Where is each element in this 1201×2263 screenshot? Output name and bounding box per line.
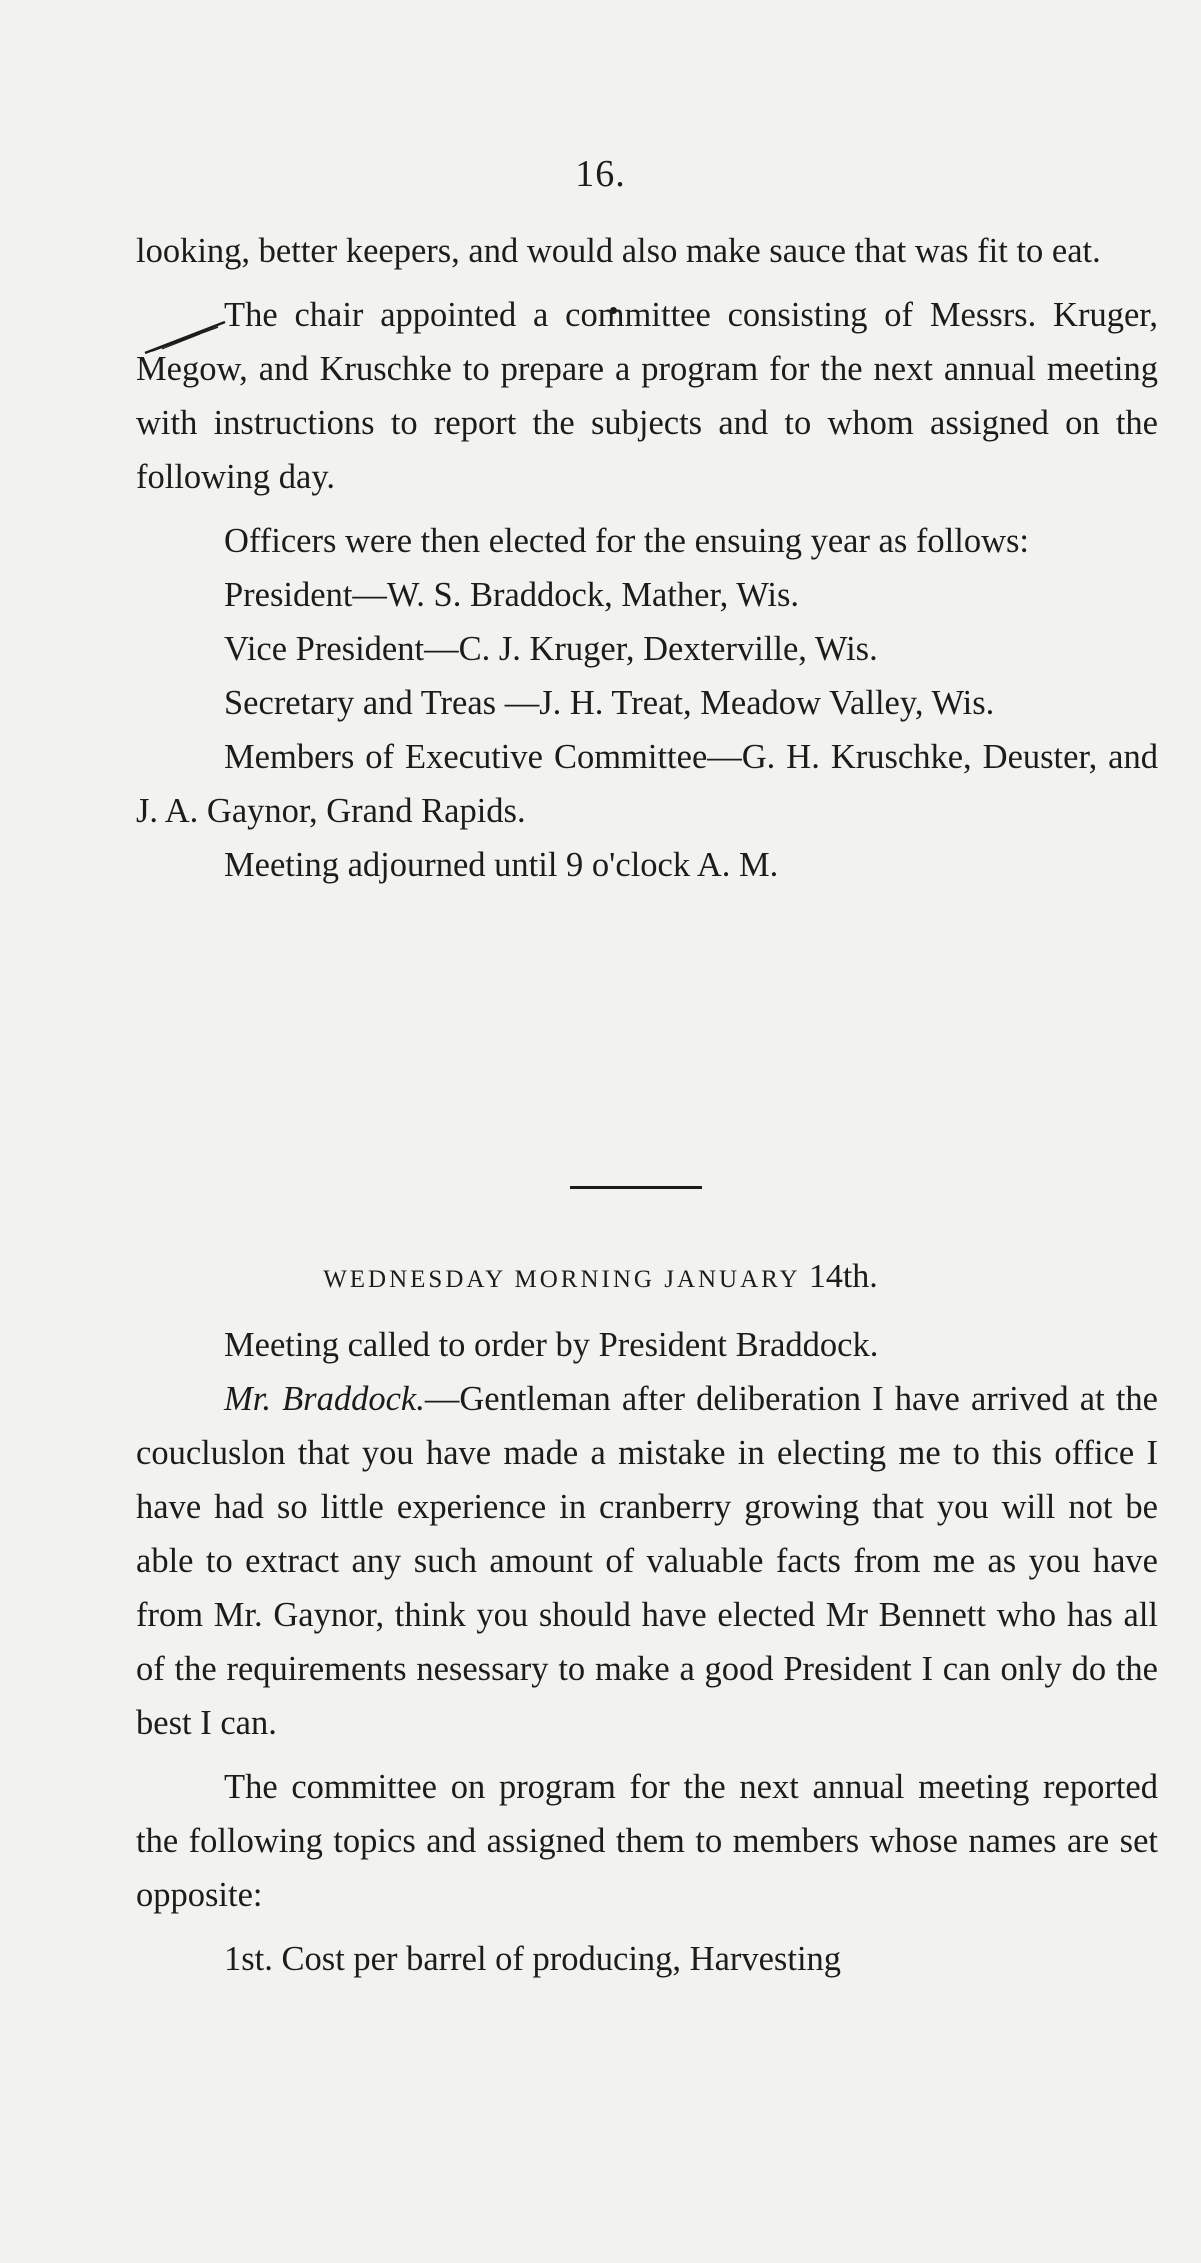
speech-text: —Gentleman after deliberation I have arrived at the coucluslon that you have made a mistake in electing me to this office I have had so little experience in cranberry growing that you will not be able to extract any such amount of valuable facts from me as you have from Mr. Gaynor, think you should have elected Mr Bennett who has all of the requirements nesessary to make a good President I can only do the best I can. [136,1380,1158,1742]
program-report: The committee on program for the next annual meeting reported the following topics and assigned them to members whose names are set opposite: [136,1768,1158,1914]
upper-text [136,224,1158,892]
continuation-paragraph: looking, better keepers, and would also make sauce that was fit to eat. [136,232,1101,270]
section-heading-text: WEDNESDAY MORNING JANUARY [323,1266,800,1293]
officers-intro: Officers were then elected for the ensuing year as follows: [224,522,1030,560]
speech-paragraph [136,1372,1158,1750]
speaker-name: Mr. Braddock. [224,1380,425,1418]
called-to-order: Meeting called to order by President Braddock. [224,1326,879,1364]
committee-paragraph: The chair appointed a committee consisting of Messrs. Kruger, Megow, and Kruschke to prepare a program for the next annual meeting with instructions to report the subjects and to whom assigned on the following day. [136,296,1158,496]
adjourned-line: Meeting adjourned until 9 o'clock A. M. [224,846,779,884]
lower-text [136,1318,1158,1986]
page-number: 16. [575,153,626,195]
officer-secretary-treasurer: Secretary and Treas —J. H. Treat, Meadow Valley, Wis. [224,684,995,722]
section-divider [570,1186,702,1189]
officer-executive-committee: Members of Executive Committee—G. H. Kruschke, Deuster, and J. A. Gaynor, Grand Rapids. [136,738,1158,830]
section-heading-date: 14th. [808,1258,878,1295]
first-topic: 1st. Cost per barrel of producing, Harvesting [224,1940,842,1978]
officer-vice-president: Vice President—C. J. Kruger, Dexterville, Wis. [224,630,878,668]
officer-president: President—W. S. Braddock, Mather, Wis. [224,576,800,614]
section-heading [0,1258,1201,1296]
